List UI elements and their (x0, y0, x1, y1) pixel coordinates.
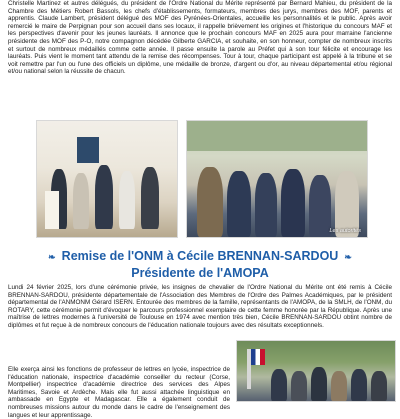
ceremony-photo-right (186, 120, 368, 238)
ceremony-photo-left (36, 120, 178, 238)
flag (251, 349, 265, 365)
group-photo-bottom (236, 340, 396, 402)
article-headline (0, 248, 400, 281)
fleuron-icon: ❧ (344, 252, 352, 262)
banner (45, 191, 59, 229)
photo-caption: Les autorités (329, 228, 361, 234)
headline-line1: Remise de l'ONM à Cécile BRENNAN-SARDOU (61, 249, 339, 263)
intro-paragraph: Christelle Martinez et autres délégués, du président de l'Ordre National du Mérite représenté par Bernard Mahieu, du président de la Chambre des Métiers Robert Bassols, les chefs d'établissements, formateurs, membres des jurys, membres des MOF, parents et apprentis. Claude Lambert, président délégué des MOF des Pyrénées-Orientales, accueille les personnalités et le public. Après avoir remercié le maire de Perpignan pour son accueil dans ses locaux, il rappelle brièvement les origines et l'historique du concours MAF et les perspectives d'avenir pour les jeunes lauréats. Il annonce que le prochain concours MAF en 2025 aura pour marraine l'ancienne présidente des MOF des P-O, notre compagnon décédée Gilberte GARCIA, et souhaite, en son honneur, compter de nombreux inscrits et surtout de nombreux médaillés comme cette année. Il passe ensuite la parole au Préfet qui à son tour félicite et encourage les lauréats. Puis vient le moment tant attendu de la remise des récompenses. Tour à tour, chaque participant est appelé à la tribune et se voit remettre par l'un ou l'une des officiels un diplôme, une médaille de bronze, d'argent ou d'or, au niveau départemental et/ou régional et/ou national selon la réussite de chacun. (8, 0, 392, 76)
wall-painting (77, 137, 99, 163)
fleuron-icon: ❧ (48, 252, 56, 262)
column-paragraph: Elle exerça ainsi les fonctions de professeur de lettres en lycée, inspectrice de l'éducation nationale, inspectrice d'académie conseiller du recteur (Corse, Montpellier) inspectrice d'académie directrice des services des Alpes Maritimes, Savoie et Ardèche. Mais elle fut aussi attachée linguistique en ambassade en Egypte et Madagascar. Elle a également conduit de nombreuses missions autour du monde dans le cadre de l'enseignement des langues et leur apprentissage. (8, 366, 230, 419)
headline-line2: Présidente de l'AMOPA (131, 266, 269, 280)
body-paragraph: Lundi 24 février 2025, lors d'une cérémonie privée, les insignes de chevalier de l'Ordre National du Mérite ont été remis à Cécile BRENNAN-SARDOU, présidente départementale de l'Association des Membres de l'Ordre des Palmes Académiques, par le président départemental de l'ANMONM Gérard ISERN. Entourée des membres de la famille, représentants de l'AMOPA, de la SMLH, de l'ONM, du ROTARY, cette cérémonie permit d'évoquer le parcours professionnel exemplaire de cette femme honorée par la République. Après une maîtrise de lettres modernes à l'université de Toulouse en 1974 avec mention très bien, Cécile BRENNAN-SARDOU obtint nombre de diplômes et fut reçue à de nombreux concours de l'éducation nationale toujours avec des résultats exceptionnels. (8, 284, 392, 329)
trees (187, 121, 367, 151)
